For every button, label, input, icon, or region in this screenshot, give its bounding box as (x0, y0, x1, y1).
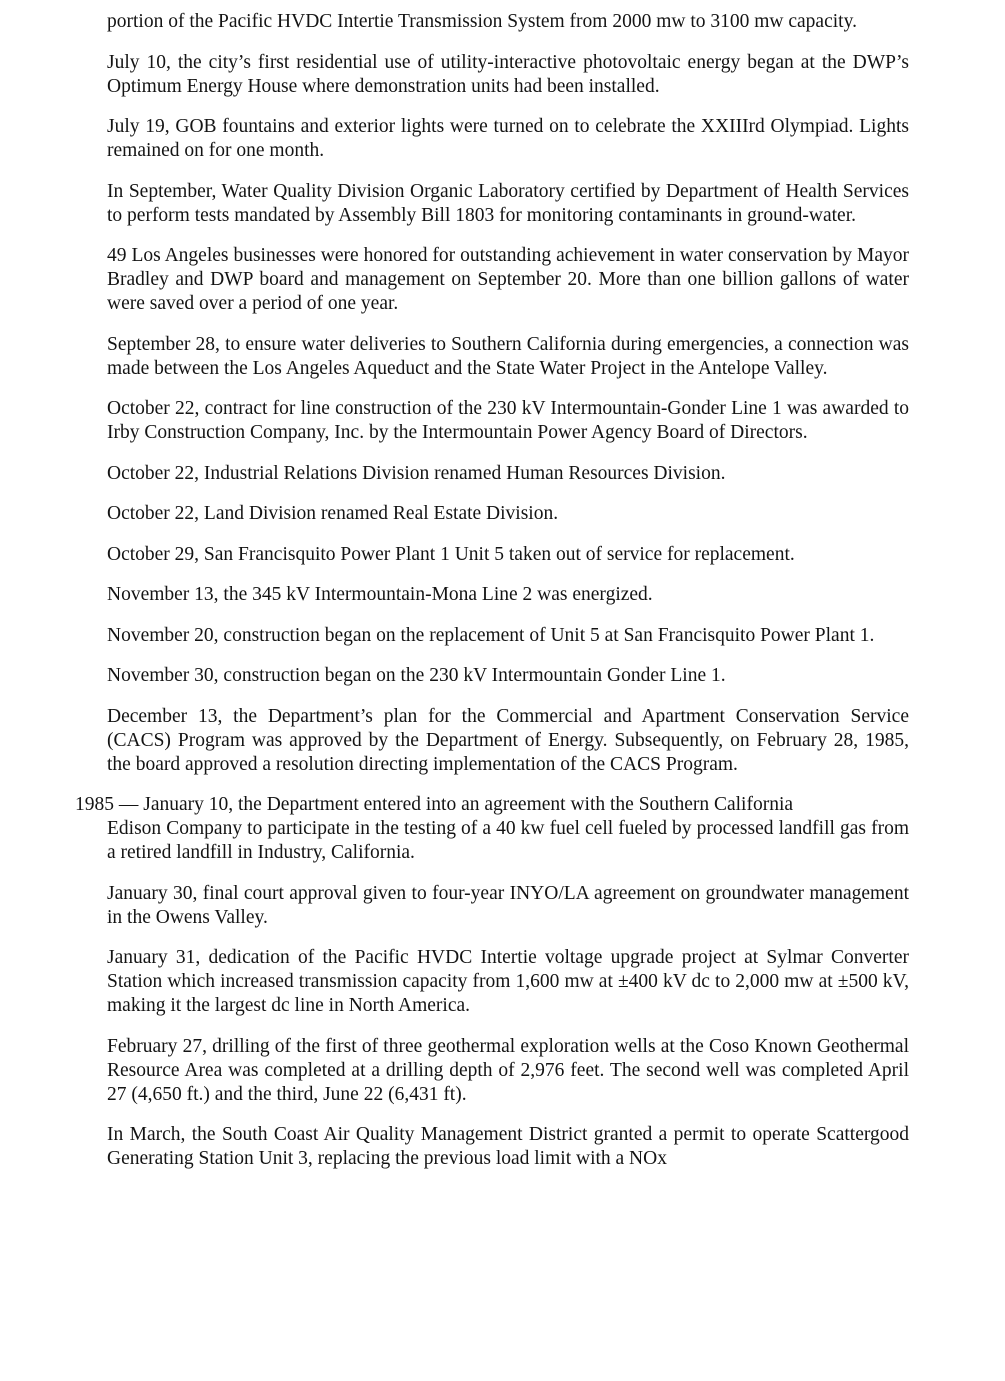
entry-december-13-cacs: December 13, the Department’s plan for the Commercial and Apartment Conservation Service (CACS) Program was approved by the Department of Energy. Subsequently, on February 28, 1985, the board approved a resolution directing implementation of the CACS Program. (107, 705, 909, 775)
entry-july-10-photovoltaic: July 10, the city’s first residential use of utility-interactive photovoltaic energy began at the DWP’s Optimum Energy House where demonstration units had been installed. (107, 51, 909, 97)
entry-september-lab-certified: In September, Water Quality Division Organic Laboratory certified by Department of Health Services to perform tests mandated by Assembly Bill 1803 for monitoring contaminants in ground-water. (107, 180, 909, 226)
entry-march-scattergood-permit: In March, the South Coast Air Quality Management District granted a permit to operate Scattergood Generating Station Unit 3, replacing the previous load limit with a NOx (107, 1124, 909, 1169)
entry-january-30-inyo-la: January 30, final court approval given to four-year INYO/LA agreement on groundwater management in the Owens Valley. (107, 882, 909, 928)
entry-november-13-line-2: November 13, the 345 kV Intermountain-Mona Line 2 was energized. (107, 584, 653, 605)
entry-1985-first-line: January 10, the Department entered into an agreement with the Southern California (143, 794, 794, 815)
entry-july-19-olympiad: July 19, GOB fountains and exterior lights were turned on to celebrate the XXIIIrd Olympiad. Lights remained on for one month. (107, 116, 909, 161)
entry-february-27-geothermal: February 27, drilling of the first of three geothermal exploration wells at the Coso Known Geothermal Resource Area was completed at a drilling depth of 2,976 feet. The second well was completed April 27 (4,650 ft.) and the third, June 22 (6,431 ft). (107, 1035, 909, 1105)
entry-pacific-hvdc-capacity: portion of the Pacific HVDC Intertie Transmission System from 2000 mw to 3100 mw capacity. (107, 11, 857, 32)
entry-november-20-replacement: November 20, construction began on the replacement of Unit 5 at San Francisquito Power Plant 1. (107, 624, 875, 646)
entry-october-22-human-resources: October 22, Industrial Relations Division renamed Human Resources Division. (107, 462, 726, 484)
entry-january-31-intertie-upgrade: January 31, dedication of the Pacific HVDC Intertie voltage upgrade project at Sylmar Converter Station which increased transmission capacity from 1,600 mw at ±400 kV dc to 2,000 mw at ±500 kV, making it the largest dc line in North America. (107, 947, 909, 1016)
entry-businesses-honored: 49 Los Angeles businesses were honored for outstanding achievement in water conservation by Mayor Bradley and DWP board and management on September 20. More than one billion gallons of water were saved over a period of one year. (107, 245, 909, 314)
entry-1985-fuel-cell (75, 793, 909, 865)
entry-november-30-gonder-line: November 30, construction began on the 230 kV Intermountain Gonder Line 1. (107, 665, 726, 686)
year-marker: 1985 — (75, 794, 139, 815)
entry-october-22-contract: October 22, contract for line construction of the 230 kV Intermountain-Gonder Line 1 was awarded to Irby Construction Company, Inc. by the Intermountain Power Agency Board of Directors. (107, 398, 909, 443)
entry-1985-continuation: Edison Company to participate in the testing of a 40 kw fuel cell fueled by processed landfill gas from a retired landfill in Industry, California. (107, 818, 909, 863)
entry-october-22-real-estate: October 22, Land Division renamed Real Estate Division. (107, 503, 559, 524)
entry-september-28-aqueduct: September 28, to ensure water deliveries to Southern California during emergencies, a connection was made between the Los Angeles Aqueduct and the State Water Project in the Antelope Valley. (107, 333, 909, 379)
entry-october-29-unit-5: October 29, San Francisquito Power Plant 1 Unit 5 taken out of service for replacement. (107, 543, 795, 565)
